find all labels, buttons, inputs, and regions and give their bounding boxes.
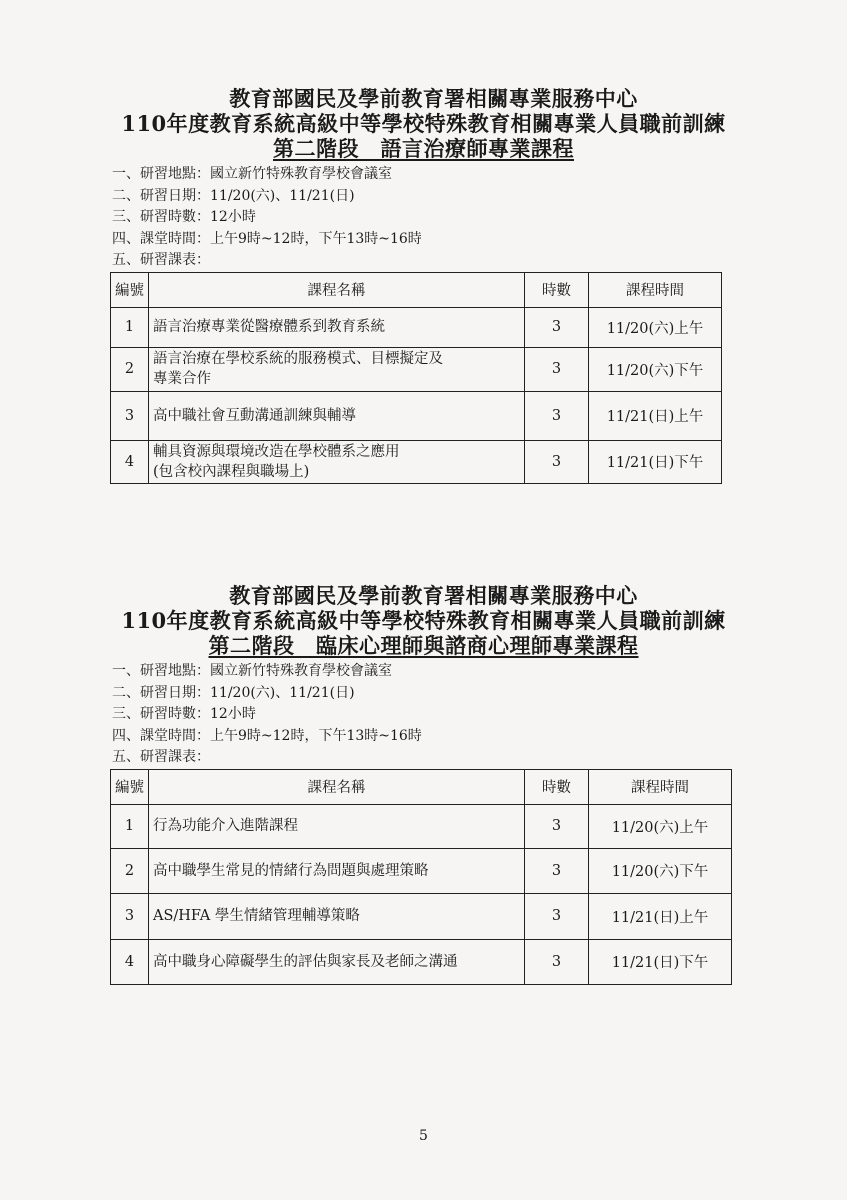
- section-title-course: 第二階段 臨床心理師與諮商心理師專業課程: [208, 633, 639, 658]
- cell-course-name: [149, 307, 525, 347]
- cell-course-name: [149, 939, 525, 984]
- cell-no: 3: [111, 893, 149, 939]
- table-row: [111, 848, 732, 893]
- table-row: [111, 804, 732, 848]
- info-location: 一、研習地點：國立新竹特殊教育學校會議室: [112, 663, 392, 679]
- table-header-row: [111, 272, 722, 307]
- page-number: 5: [419, 1128, 428, 1144]
- cell-course-name: [149, 440, 525, 483]
- header-course-time: 課程時間: [589, 272, 722, 307]
- cell-hours: 3: [525, 939, 589, 984]
- cell-no: 1: [111, 307, 149, 347]
- cell-hours: 3: [525, 804, 589, 848]
- cell-time: 11/20(六)下午: [589, 848, 732, 893]
- cell-no: 4: [111, 440, 149, 483]
- header-no: 編號: [111, 769, 149, 804]
- info-class-time: 四、課堂時間：上午9時~12時，下午13時~16時: [112, 230, 422, 247]
- info-schedule-label: 五、研習課表：: [112, 252, 210, 268]
- header-course-name: 課程名稱: [149, 272, 525, 307]
- course-name-line: 輔具資源與環境改造在學校體系之應用: [153, 443, 400, 460]
- table-row: [111, 440, 722, 483]
- cell-time: 11/20(六)上午: [589, 307, 722, 347]
- cell-time: 11/21(日)下午: [589, 939, 732, 984]
- cell-course-name: [149, 893, 525, 939]
- cell-no: 4: [111, 939, 149, 984]
- cell-hours: 3: [525, 440, 589, 483]
- cell-time: 11/21(日)上午: [589, 391, 722, 440]
- info-location: 一、研習地點：國立新竹特殊教育學校會議室: [112, 166, 392, 182]
- cell-no: 3: [111, 391, 149, 440]
- header-hours: 時數: [525, 769, 589, 804]
- section-title-org: 教育部國民及學前教育署相關專業服務中心: [229, 86, 638, 111]
- table-row: [111, 391, 722, 440]
- course-name-line: AS/HFA 學生情緒管理輔導策略: [153, 908, 360, 924]
- course-name-line: 高中職學生常見的情緒行為問題與處理策略: [153, 862, 429, 879]
- section-title-program: 110年度教育系統高級中等學校特殊教育相關專業人員職前訓練: [121, 111, 726, 136]
- header-course-name: 課程名稱: [149, 769, 525, 804]
- cell-hours: 3: [525, 307, 589, 347]
- header-hours: 時數: [525, 272, 589, 307]
- cell-hours: 3: [525, 848, 589, 893]
- info-schedule-label: 五、研習課表：: [112, 749, 210, 765]
- cell-no: 1: [111, 804, 149, 848]
- info-list: [112, 661, 847, 769]
- section-title-program: 110年度教育系統高級中等學校特殊教育相關專業人員職前訓練: [121, 608, 726, 633]
- section-title-org: 教育部國民及學前教育署相關專業服務中心: [229, 583, 638, 608]
- header-no: 編號: [111, 272, 149, 307]
- table-row: [111, 893, 732, 939]
- cell-time: 11/20(六)下午: [589, 347, 722, 391]
- section-speech-therapy: [0, 86, 847, 484]
- table-row: [111, 347, 722, 391]
- course-name-line: 高中職身心障礙學生的評估與家長及老師之溝通: [153, 953, 458, 970]
- schedule-table: [110, 769, 732, 985]
- cell-time: 11/21(日)下午: [589, 440, 722, 483]
- info-date: 二、研習日期：11/20(六)、11/21(日): [112, 684, 355, 701]
- schedule-table: [110, 272, 722, 484]
- cell-course-name: [149, 804, 525, 848]
- cell-course-name: [149, 391, 525, 440]
- cell-course-name: [149, 347, 525, 391]
- cell-hours: 3: [525, 893, 589, 939]
- cell-hours: 3: [525, 391, 589, 440]
- table-row: [111, 939, 732, 984]
- table-row: [111, 307, 722, 347]
- course-name-line-2: (包含校內課程與職場上): [153, 463, 310, 480]
- header-course-time: 課程時間: [589, 769, 732, 804]
- course-name-line-2: 專業合作: [153, 371, 211, 387]
- info-hours: 三、研習時數：12小時: [112, 209, 256, 225]
- info-hours: 三、研習時數：12小時: [112, 706, 256, 722]
- section-psychology: [0, 583, 847, 985]
- info-list: [112, 164, 847, 272]
- cell-time: 11/21(日)上午: [589, 893, 732, 939]
- course-name-line: 語言治療專業從醫療體系到教育系統: [153, 319, 385, 335]
- info-class-time: 四、課堂時間：上午9時~12時，下午13時~16時: [112, 727, 422, 744]
- cell-no: 2: [111, 347, 149, 391]
- cell-course-name: [149, 848, 525, 893]
- section-title-course: 第二階段 語言治療師專業課程: [273, 136, 574, 161]
- info-date: 二、研習日期：11/20(六)、11/21(日): [112, 187, 355, 204]
- cell-hours: 3: [525, 347, 589, 391]
- course-name-line: 高中職社會互動溝通訓練與輔導: [153, 407, 356, 424]
- cell-time: 11/20(六)上午: [589, 804, 732, 848]
- cell-no: 2: [111, 848, 149, 893]
- course-name-line: 行為功能介入進階課程: [153, 818, 298, 834]
- table-header-row: [111, 769, 732, 804]
- course-name-line: 語言治療在學校系統的服務模式、目標擬定及: [153, 351, 443, 367]
